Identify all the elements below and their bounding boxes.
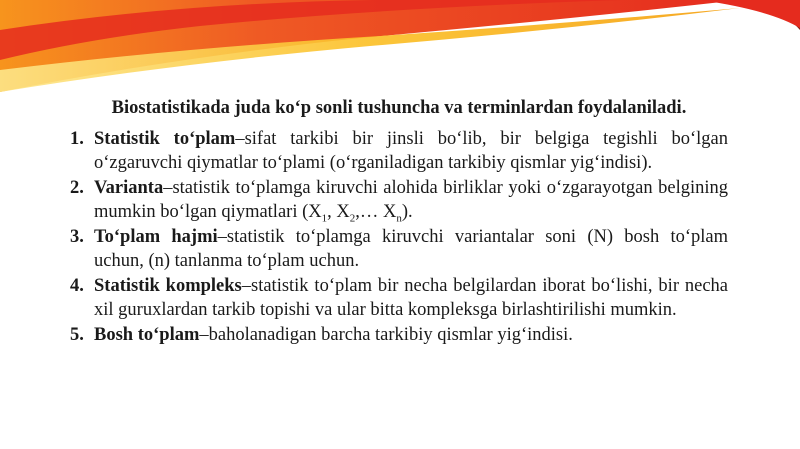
item-text: –baholanadigan barcha tarkibiy qismlar yigʻindisi. xyxy=(199,325,573,345)
item-term: Statistik toʻplam xyxy=(94,129,236,149)
item-term: Bosh toʻplam xyxy=(94,325,200,345)
list-item xyxy=(70,324,728,348)
item-term: Toʻplam hajmi xyxy=(94,227,218,247)
list-item xyxy=(70,226,728,273)
banner-right-accent xyxy=(700,0,800,28)
item-text: , X xyxy=(327,201,350,222)
item-text: –sifat tarkibi bir jinsli boʻlib, bir belgiga tegishli boʻlgan oʻzgaruvchi qiymatlar toʻplami (oʻrganiladigan tarkibiy qismlar yigʻindisi). xyxy=(94,129,728,173)
item-number: 4. xyxy=(70,276,84,296)
list-item xyxy=(70,275,728,322)
list-item xyxy=(70,177,728,224)
definitions-list xyxy=(70,128,728,348)
item-term: Statistik kompleks xyxy=(94,276,242,296)
item-text: ,… X xyxy=(355,201,397,222)
decorative-banner xyxy=(0,0,800,100)
item-text: –statistik toʻplam bir necha belgilardan iborat boʻlishi, bir necha xil guruxlardan tarkib topishi va ular bitta kompleksga birlashtirilishi mumkin. xyxy=(94,276,728,320)
list-item xyxy=(70,128,728,175)
item-number: 1. xyxy=(70,129,84,149)
item-text: –statistik toʻplamga kiruvchi variantalar soni (N) bosh toʻplam uchun, (n) tanlanma toʻplam uchun. xyxy=(94,227,728,271)
slide-content xyxy=(70,96,728,350)
subscript: 2 xyxy=(349,212,356,225)
item-text: –statistik toʻplamga kiruvchi alohida birliklar yoki oʻzgarayotgan belgining mumkin boʻlgan qiymatlari (X xyxy=(94,178,728,222)
item-number: 5. xyxy=(70,325,84,345)
item-term: Varianta xyxy=(94,178,164,198)
item-number: 2. xyxy=(70,178,84,198)
item-text: ). xyxy=(401,201,413,222)
slide-heading: Biostatistikada juda koʻp sonli tushuncha va terminlardan foydalaniladi. xyxy=(111,98,687,118)
subscript: n xyxy=(396,212,402,225)
item-number: 3. xyxy=(70,227,84,247)
subscript: 1 xyxy=(321,212,328,225)
